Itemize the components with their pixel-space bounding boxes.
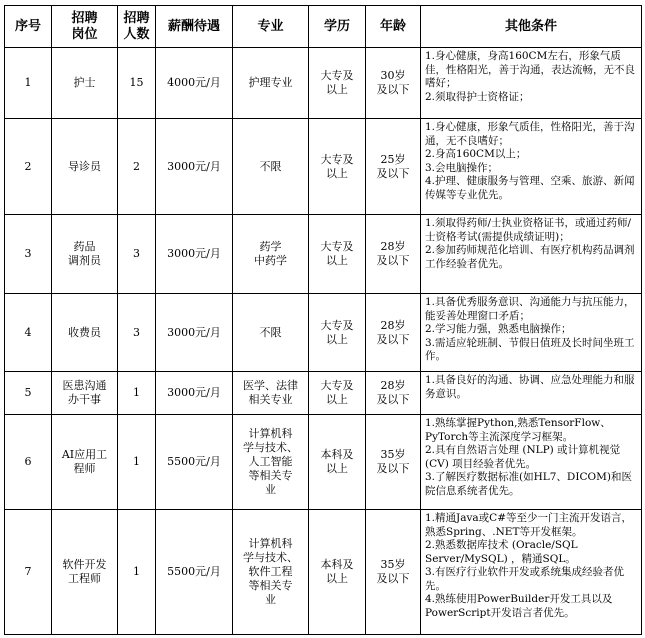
- text-line: 药品: [73, 240, 96, 253]
- text-line: 收费员: [68, 325, 101, 339]
- table-row: [5, 294, 642, 372]
- major-cell: [233, 215, 309, 294]
- conditions-cell: [421, 215, 642, 294]
- headcount-cell: 1: [118, 510, 156, 635]
- age-cell: [366, 215, 421, 294]
- text-line: 1.身心健康，身高160CM左右，形象气质佳，性格阳光，善于沟通，表达流畅，无不良嗜好；: [425, 50, 635, 89]
- text-line: 工程师: [68, 572, 101, 585]
- position-cell: [52, 48, 118, 119]
- text-line: 药学: [259, 240, 282, 253]
- text-line: 不限: [259, 325, 282, 339]
- text-line: 3.了解医疗数据标准(如HL7、DICOM)和医院信息系统者优先。: [425, 471, 632, 497]
- row-number-cell: 3: [5, 215, 52, 294]
- text-line: 大专及: [320, 318, 354, 332]
- position-cell: [52, 215, 118, 294]
- headcount-cell: 1: [118, 415, 156, 510]
- text-line: 30岁: [380, 69, 406, 82]
- text-line: 业: [265, 593, 276, 606]
- text-line: 1.具备良好的沟通、协调、应急处理能力和服务意识。: [425, 374, 635, 400]
- text-line: 2.熟悉数据库技术 (Oracle/SQL Server/MySQL) ，精通SQL。: [425, 539, 578, 565]
- recruitment-table-container: [4, 5, 642, 635]
- age-cell: [366, 372, 421, 415]
- text-line: 及以下: [376, 572, 410, 585]
- recruitment-table: [4, 5, 642, 635]
- row-number-cell: 1: [5, 48, 52, 119]
- conditions-cell: [421, 294, 642, 372]
- text-line: 学与技术、: [243, 551, 298, 564]
- text-line: 本科及: [320, 558, 354, 571]
- age-cell: [366, 415, 421, 510]
- text-line: 业: [265, 483, 276, 496]
- conditions-cell: [421, 415, 642, 510]
- text-line: 3.有医疗行业软件开发或系统集成经验者优先。: [425, 566, 625, 592]
- header-number: [5, 6, 52, 48]
- text-line: 不限: [259, 159, 282, 173]
- text-line: 35岁: [380, 448, 406, 461]
- text-line: 计算机科: [248, 537, 293, 550]
- row-number-cell: 2: [5, 119, 52, 215]
- salary-cell: 4000元/月: [156, 48, 233, 119]
- conditions-cell: [421, 119, 642, 215]
- text-line: 及以下: [376, 332, 410, 346]
- education-cell: [309, 510, 366, 635]
- text-line: 序号: [14, 18, 41, 34]
- position-cell: [52, 510, 118, 635]
- text-line: 薪酬待遇: [167, 18, 220, 34]
- text-line: 以上: [326, 462, 348, 475]
- header-education: [309, 6, 366, 48]
- text-line: 35岁: [380, 558, 406, 571]
- text-line: 28岁: [380, 318, 406, 332]
- text-line: 等相关专: [248, 579, 293, 592]
- headcount-cell: 2: [118, 119, 156, 215]
- headcount-cell: 3: [118, 294, 156, 372]
- text-line: 相关专业: [248, 393, 293, 406]
- table-row: [5, 119, 642, 215]
- text-line: 办干事: [68, 393, 101, 406]
- major-cell: [233, 415, 309, 510]
- age-cell: [366, 119, 421, 215]
- row-number-cell: 4: [5, 294, 52, 372]
- text-line: 以上: [326, 572, 348, 585]
- header-row: [5, 6, 642, 48]
- text-line: 调剂员: [68, 254, 101, 267]
- text-line: 1.具备优秀服务意识、沟通能力与抗压能力，能妥善处理窗口矛盾；: [425, 296, 635, 322]
- text-line: 本科及: [320, 448, 354, 461]
- header-position: [52, 6, 118, 48]
- text-line: 其他条件: [504, 18, 557, 34]
- text-line: 以上: [326, 83, 348, 96]
- text-line: 岗位: [71, 26, 98, 42]
- education-cell: [309, 372, 366, 415]
- text-line: 及以下: [376, 166, 410, 180]
- text-line: 以上: [326, 332, 348, 346]
- age-cell: [366, 510, 421, 635]
- education-cell: [309, 415, 366, 510]
- text-line: 1.须取得药师/士执业资格证书，或通过药师/士资格考试(需提供成绩证明)；: [425, 217, 632, 243]
- text-line: 护士: [73, 76, 96, 89]
- text-line: 1.精通Java或C#等至少一门主流开发语言，熟悉Spring、.NET等开发框架。: [425, 512, 633, 538]
- table-row: [5, 415, 642, 510]
- text-line: 4.护理、健康服务与管理、空乘、旅游、新闻传媒等专业优先。: [425, 175, 635, 201]
- salary-cell: 5500元/月: [156, 510, 233, 635]
- salary-cell: 3000元/月: [156, 372, 233, 415]
- text-line: 1.身心健康，形象气质佳，性格阳光，善于沟通，无不良嗜好；: [425, 121, 635, 147]
- salary-cell: 3000元/月: [156, 294, 233, 372]
- major-cell: [233, 48, 309, 119]
- text-line: 招聘: [71, 10, 98, 26]
- text-line: 大专及: [320, 152, 354, 166]
- text-line: 程师: [73, 462, 96, 475]
- table-row: [5, 48, 642, 119]
- text-line: 专业: [257, 18, 284, 34]
- text-line: 1.熟练掌握Python,熟悉TensorFlow、PyTorch等主流深度学习框架。: [425, 417, 611, 443]
- text-line: 2.身高160CM以上；: [425, 148, 527, 160]
- text-line: 及以下: [376, 254, 410, 267]
- text-line: 2.具有自然语言处理 (NLP) 或计算机视觉 (CV) 项目经验者优先。: [425, 444, 621, 470]
- row-number-cell: 6: [5, 415, 52, 510]
- table-body: [5, 48, 642, 635]
- major-cell: [233, 510, 309, 635]
- text-line: 以上: [326, 166, 348, 180]
- text-line: 3.会电脑操作；: [425, 161, 499, 174]
- header-major: [233, 6, 309, 48]
- text-line: 招聘: [123, 10, 150, 26]
- table-row: [5, 372, 642, 415]
- text-line: 大专及: [320, 240, 354, 253]
- text-line: 学与技术、: [243, 441, 298, 454]
- text-line: 28岁: [380, 240, 406, 253]
- text-line: 4.熟练使用PowerBuilder开发工具以及PowerScript开发语言者优先。: [425, 593, 613, 619]
- table-row: [5, 215, 642, 294]
- conditions-cell: [421, 48, 642, 119]
- major-cell: [233, 119, 309, 215]
- text-line: 年龄: [379, 18, 406, 34]
- text-line: 2.须取得护士资格证；: [425, 90, 530, 103]
- header-salary: [156, 6, 233, 48]
- salary-cell: 5500元/月: [156, 415, 233, 510]
- text-line: 人数: [123, 26, 150, 42]
- text-line: 计算机科: [248, 427, 293, 440]
- conditions-cell: [421, 372, 642, 415]
- headcount-cell: 15: [118, 48, 156, 119]
- header-conditions: [421, 6, 642, 48]
- text-line: 以上: [326, 254, 348, 267]
- education-cell: [309, 119, 366, 215]
- text-line: 软件开发: [62, 558, 107, 571]
- conditions-cell: [421, 510, 642, 635]
- text-line: 2.参加药师规范化培训、有医疗机构药品调剂工作经验者优先。: [425, 244, 635, 270]
- text-line: 护理专业: [248, 76, 293, 89]
- text-line: 导诊员: [68, 159, 101, 173]
- salary-cell: 3000元/月: [156, 119, 233, 215]
- salary-cell: 3000元/月: [156, 215, 233, 294]
- headcount-cell: 1: [118, 372, 156, 415]
- table-row: [5, 510, 642, 635]
- text-line: 及以下: [376, 83, 410, 96]
- education-cell: [309, 215, 366, 294]
- major-cell: [233, 294, 309, 372]
- position-cell: [52, 372, 118, 415]
- age-cell: [366, 48, 421, 119]
- text-line: 以上: [326, 393, 348, 406]
- headcount-cell: 3: [118, 215, 156, 294]
- age-cell: [366, 294, 421, 372]
- text-line: 人工智能: [248, 455, 293, 468]
- text-line: 及以下: [376, 462, 410, 475]
- text-line: 等相关专: [248, 469, 293, 482]
- position-cell: [52, 415, 118, 510]
- text-line: 大专及: [320, 379, 354, 392]
- text-line: 大专及: [320, 69, 354, 82]
- header-headcount: [118, 6, 156, 48]
- text-line: 25岁: [380, 152, 406, 166]
- text-line: 3.需适应轮班制、节假日值班及长时间坐班工作。: [425, 336, 635, 362]
- text-line: 及以下: [376, 393, 410, 406]
- position-cell: [52, 294, 118, 372]
- row-number-cell: 5: [5, 372, 52, 415]
- major-cell: [233, 372, 309, 415]
- text-line: 软件工程: [248, 565, 293, 578]
- header-age: [366, 6, 421, 48]
- education-cell: [309, 48, 366, 119]
- text-line: 医患沟通: [62, 379, 107, 392]
- text-line: 2.学习能力强，熟悉电脑操作；: [425, 323, 572, 335]
- text-line: 医学、法律: [243, 379, 298, 392]
- text-line: 28岁: [380, 379, 406, 392]
- text-line: 中药学: [254, 254, 287, 267]
- row-number-cell: 7: [5, 510, 52, 635]
- text-line: 学历: [323, 18, 350, 34]
- text-line: AI应用工: [61, 448, 108, 461]
- education-cell: [309, 294, 366, 372]
- position-cell: [52, 119, 118, 215]
